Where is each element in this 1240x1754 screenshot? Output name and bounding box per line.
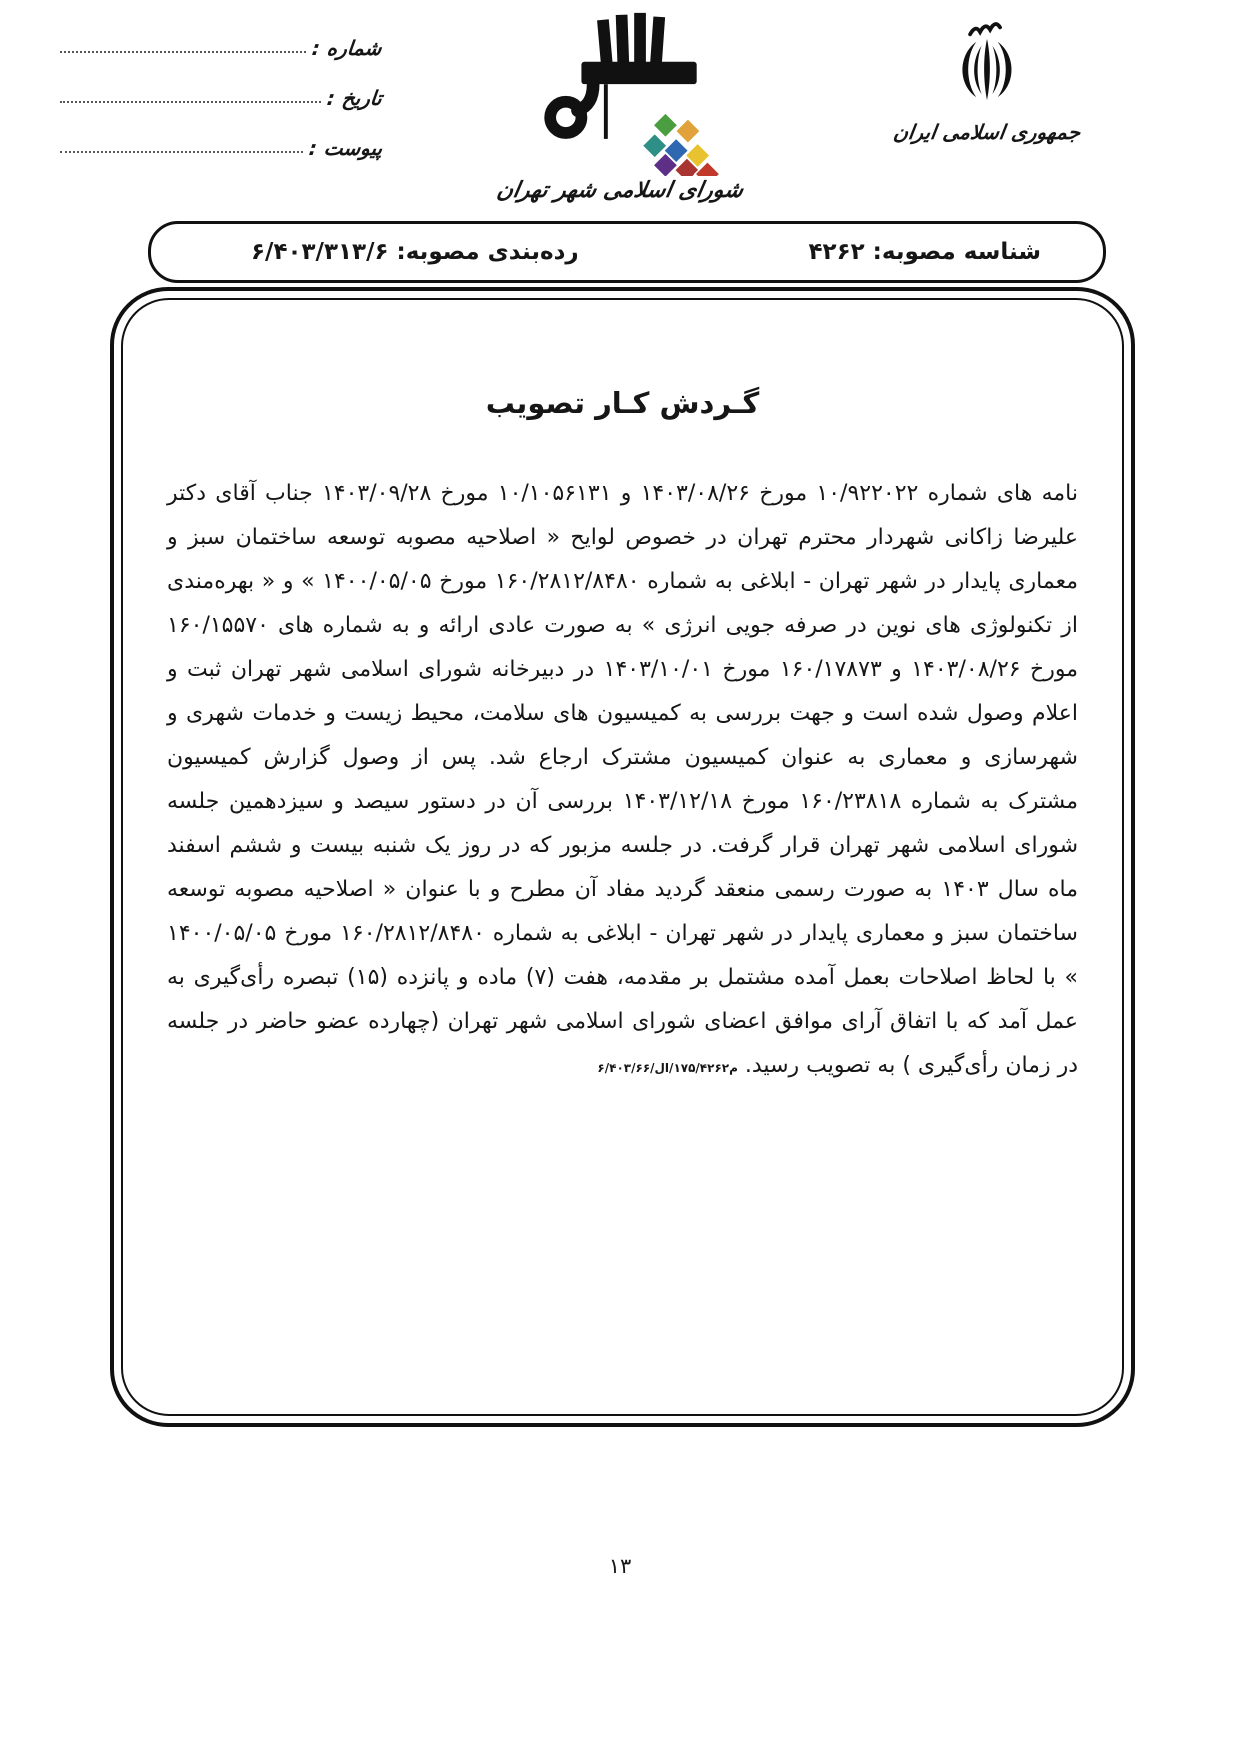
council-logo-caption: شورای اسلامی شهر تهران bbox=[494, 178, 746, 203]
form-row-attachment bbox=[60, 126, 382, 160]
document-frame-outer bbox=[110, 287, 1135, 1427]
number-field-dotted-line bbox=[60, 51, 306, 53]
number-field-label: شماره : bbox=[311, 36, 384, 60]
document-title: گـردش کـار تصویب bbox=[485, 386, 760, 420]
form-row-number bbox=[60, 26, 382, 60]
approval-classification bbox=[251, 239, 579, 265]
approval-classification-value: ۶/۴۰۳/۳۱۳/۶ bbox=[251, 239, 389, 265]
form-row-date bbox=[60, 76, 382, 110]
approval-id bbox=[809, 239, 1042, 265]
iran-emblem-block bbox=[872, 22, 1102, 144]
approval-classification-label: رده‌بندی مصوبه: bbox=[396, 239, 579, 265]
approval-id-value: ۴۲۶۲ bbox=[808, 239, 865, 265]
header-form-fields bbox=[60, 26, 382, 176]
document-reference-code: ۶/۴۰۳/۶م۱۷۵/۴۲۶۲/ال/۶ bbox=[597, 1061, 738, 1075]
page-number: ۱۳ bbox=[608, 1554, 632, 1578]
approval-id-label: شناسه مصوبه: bbox=[872, 239, 1041, 265]
document-body bbox=[167, 472, 1078, 1090]
attachment-field-dotted-line bbox=[60, 151, 303, 153]
attachment-field-label: پیوست : bbox=[307, 136, 384, 160]
iran-national-emblem-icon bbox=[941, 22, 1033, 41]
tehran-council-logo-icon bbox=[503, 8, 738, 27]
date-field-dotted-line bbox=[60, 101, 321, 103]
iran-emblem-caption: جمهوری اسلامی ایران bbox=[891, 120, 1083, 144]
date-field-label: تاریخ : bbox=[325, 86, 384, 110]
council-logo-block bbox=[470, 8, 770, 203]
document-frame-inner bbox=[121, 298, 1124, 1416]
document-body-text: نامه های شماره ۱۰/۹۲۲۰۲۲ مورخ ۱۴۰۳/۰۸/۲۶ و ۱۰/۱۰۵۶۱۳۱ مورخ ۱۴۰۳/۰۹/۲۸ جناب آقای دکتر علیرضا زاکانی شهردار محترم تهران در خصوص لوایح « اصلاحیه مصوبه توسعه ساختمان سبز و معماری پایدار در شهر تهران - ابلاغی به شماره ۱۶۰/۲۸۱۲/۸۴۸۰ مورخ ۱۴۰۰/۰۵/۰۵ » و « بهره‌مندی از تکنولوژی های نوین در صرفه جویی انرژی » به صورت عادی ارائه و به شماره های ۱۶۰/۱۵۵۷۰ مورخ ۱۴۰۳/۰۸/۲۶ و ۱۶۰/۱۷۸۷۳ مورخ ۱۴۰۳/۱۰/۰۱ در دبیرخانه شورای اسلامی شهر تهران ثبت و اعلام وصول شده است و جهت بررسی به کمیسیون های سلامت، محیط زیست و خدمات شهری و شهرسازی و معماری به عنوان کمیسیون مشترک ارجاع شد. پس از وصول گزارش کمیسیون مشترک به شماره ۱۶۰/۲۳۸۱۸ مورخ ۱۴۰۳/۱۲/۱۸ بررسی آن در دستور سیصد و سیزدهمین جلسه شورای اسلامی شهر تهران قرار گرفت. در جلسه مزبور که در روز یک شنبه بیست و ششم اسفند ماه سال ۱۴۰۳ به صورت رسمی منعقد گردید مفاد آن مطرح و با عنوان « اصلاحیه مصوبه توسعه ساختمان سبز و معماری پایدار در شهر تهران - ابلاغی به شماره ۱۶۰/۲۸۱۲/۸۴۸۰ مورخ ۱۴۰۰/۰۵/۰۵ » با لحاظ اصلاحات بعمل آمده مشتمل بر مقدمه، هفت (۷) ماده و پانزده (۱۵) تبصره رأی‌گیری به عمل آمد که با اتفاق آرای موافق اعضای شورای اسلامی شهر تهران (چهارده عضو حاضر در جلسه در زمان رأی‌گیری ) به تصویب رسید. bbox=[167, 481, 1079, 1078]
approval-id-banner bbox=[148, 221, 1106, 283]
